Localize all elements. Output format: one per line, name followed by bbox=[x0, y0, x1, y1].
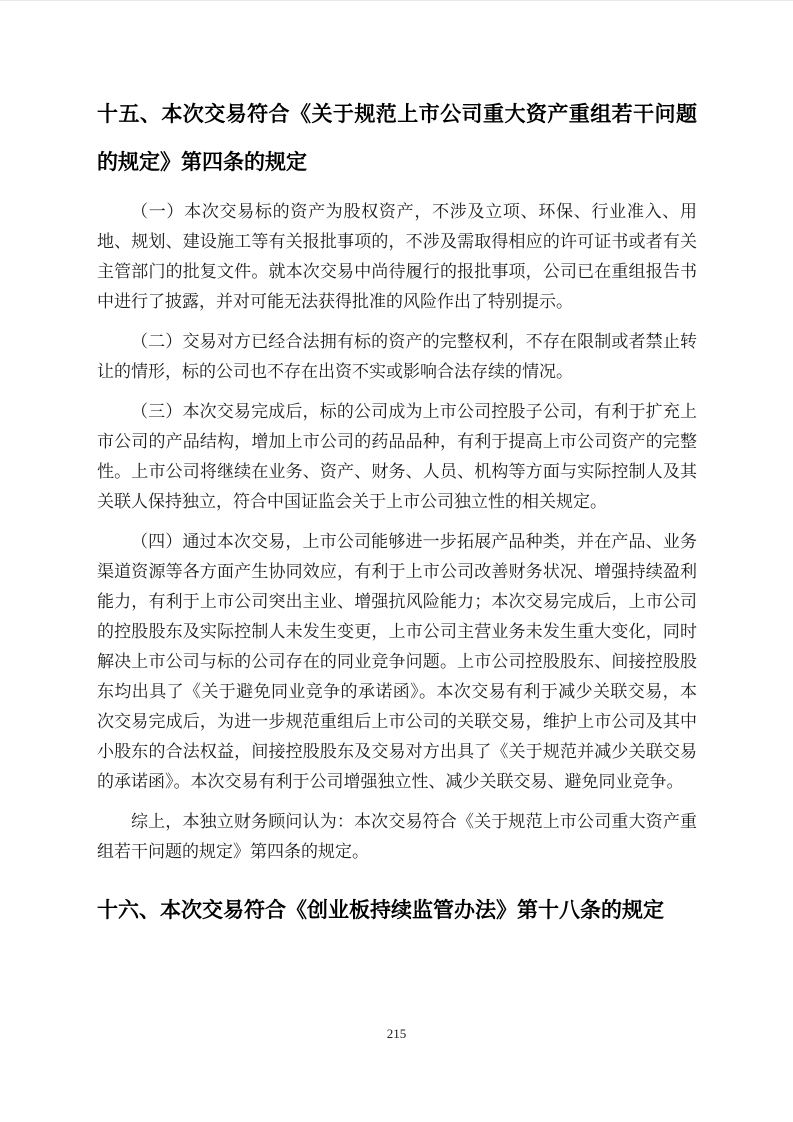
section-15-paragraph-3: （三）本次交易完成后，标的公司成为上市公司控股子公司，有利于扩充上市公司的产品结构，增加上市公司的药品品种，有利于提高上市公司资产的完整性。上市公司将继续在业务、资产、财务、人员、机构等方面与实际控制人及其关联人保持独立，符合中国证监会关于上市公司独立性的相关规定。 bbox=[97, 402, 697, 511]
document-content bbox=[97, 91, 697, 935]
section-15-paragraph-1: （一）本次交易标的资产为股权资产，不涉及立项、环保、行业准入、用地、规划、建设施工等有关报批事项的，不涉及需取得相应的许可证书或者有关主管部门的批复文件。就本次交易中尚待履行的报批事项，公司已在重组报告书中进行了披露，并对可能无法获得批准的风险作出了特别提示。 bbox=[97, 202, 697, 311]
section-15-conclusion-paragraph: 综上，本独立财务顾问认为：本次交易符合《关于规范上市公司重大资产重组若干问题的规定》第四条的规定。 bbox=[97, 812, 697, 861]
section-16-heading: 十六、本次交易符合《创业板持续监管办法》第十八条的规定 bbox=[97, 899, 664, 922]
section-15-heading: 十五、本次交易符合《关于规范上市公司重大资产重组若干问题的规定》第四条的规定 bbox=[97, 103, 697, 174]
section-15-paragraph-4: （四）通过本次交易，上市公司能够进一步拓展产品种类，并在产品、业务渠道资源等各方面产生协同效应，有利于上市公司改善财务状况、增强持续盈利能力，有利于上市公司突出主业、增强抗风险能力；本次交易完成后，上市公司的控股股东及实际控制人未发生变更，上市公司主营业务未发生重大变化，同时解决上市公司与标的公司存在的同业竞争问题。上市公司控股股东、间接控股股东均出具了《关于避免同业竞争的承诺函》。本次交易有利于减少关联交易，本次交易完成后，为进一步规范重组后上市公司的关联交易，维护上市公司及其中小股东的合法权益，间接控股股东及交易对方出具了《关于规范并减少关联交易的承诺函》。本次交易有利于公司增强独立性、减少关联交易、避免同业竞争。 bbox=[97, 532, 697, 791]
section-15-paragraph-2: （二）交易对方已经合法拥有标的资产的完整权利，不存在限制或者禁止转让的情形，标的公司也不存在出资不实或影响合法存续的情况。 bbox=[97, 332, 697, 381]
page-number: 215 bbox=[386, 1026, 407, 1041]
